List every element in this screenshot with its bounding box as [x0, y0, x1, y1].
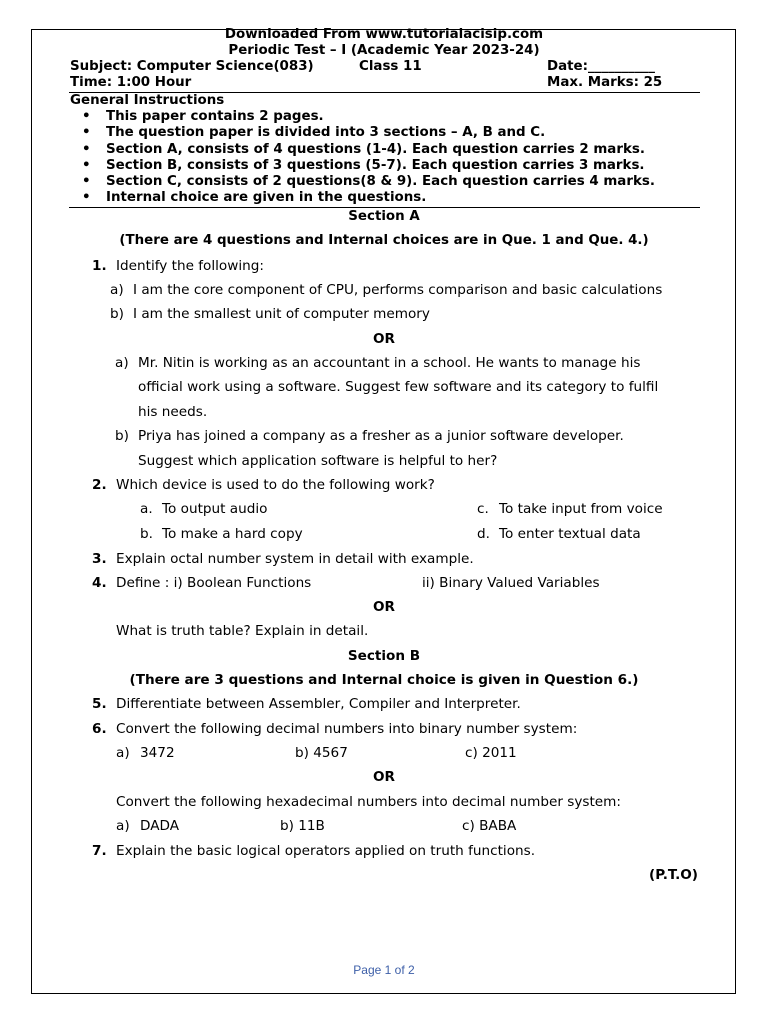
- question-number: 2.: [92, 477, 107, 493]
- option-text: To take input from voice: [499, 501, 663, 517]
- pto-label: (P.T.O): [649, 867, 698, 883]
- option-text: I am the smallest unit of computer memory: [133, 306, 430, 322]
- option-label: c.: [477, 501, 489, 517]
- option-text: DADA: [140, 818, 180, 834]
- option-text: his needs.: [138, 404, 208, 420]
- instructions-rule: [69, 207, 700, 208]
- option-text: To enter textual data: [499, 526, 641, 542]
- option-text: To make a hard copy: [162, 526, 303, 542]
- source-line: Downloaded From www.tutorialacisip.com: [224, 27, 544, 42]
- question-text: Convert the following decimal numbers into binary number system:: [116, 721, 578, 737]
- instruction-item: • Section A, consists of 4 questions (1-4). Each question carries 2 marks.: [82, 142, 645, 157]
- section-a-title: Section A: [348, 209, 420, 224]
- option-label: a): [116, 818, 130, 834]
- option-label: a): [115, 355, 129, 371]
- instructions-title: General Instructions: [70, 93, 225, 108]
- question-number: 6.: [92, 721, 107, 737]
- question-number: 5.: [92, 696, 107, 712]
- question-number: 7.: [92, 843, 107, 859]
- question-text: Define : i) Boolean Functions: [116, 575, 312, 591]
- question-text: Identify the following:: [116, 258, 264, 274]
- question-text: ii) Binary Valued Variables: [422, 575, 600, 591]
- option-text: Suggest which application software is helpful to her?: [138, 453, 498, 469]
- option-label: a): [116, 745, 130, 761]
- option-text: b) 4567: [295, 745, 348, 761]
- question-text: Convert the following hexadecimal numbers into decimal number system:: [116, 794, 621, 810]
- option-text: c) 2011: [465, 745, 517, 761]
- option-label: a): [110, 282, 124, 298]
- page-number: Page 1 of 2: [353, 963, 415, 977]
- question-text: What is truth table? Explain in detail.: [116, 623, 369, 639]
- instruction-item: • Section C, consists of 2 questions(8 & 9). Each question carries 4 marks.: [82, 174, 655, 189]
- option-label: b): [115, 428, 129, 444]
- option-label: a.: [140, 501, 153, 517]
- date-label: Date:__________: [547, 59, 655, 74]
- question-text: Which device is used to do the following work?: [116, 477, 435, 493]
- section-b-note: (There are 3 questions and Internal choice is given in Question 6.): [129, 672, 639, 688]
- or-divider: OR: [372, 331, 396, 347]
- option-label: b): [110, 306, 124, 322]
- option-text: 3472: [140, 745, 175, 761]
- option-label: b.: [140, 526, 153, 542]
- test-title: Periodic Test – I (Academic Year 2023-24): [228, 43, 540, 58]
- section-b-title: Section B: [347, 648, 421, 664]
- instruction-item: • This paper contains 2 pages.: [82, 109, 324, 124]
- instruction-item: • The question paper is divided into 3 sections – A, B and C.: [82, 125, 546, 140]
- subject: Subject: Computer Science(083): [70, 59, 314, 74]
- option-label: d.: [477, 526, 490, 542]
- option-text: To output audio: [162, 501, 268, 517]
- max-marks: Max. Marks: 25: [547, 75, 663, 90]
- question-number: 1.: [92, 258, 107, 274]
- question-number: 3.: [92, 551, 107, 567]
- option-text: Mr. Nitin is working as an accountant in a school. He wants to manage his: [138, 355, 641, 371]
- option-text: b) 11B: [280, 818, 325, 834]
- option-text: c) BABA: [462, 818, 517, 834]
- or-divider: OR: [372, 599, 396, 615]
- option-text: official work using a software. Suggest few software and its category to fulfil: [138, 379, 659, 395]
- time-label: Time: 1:00 Hour: [70, 75, 192, 90]
- option-text: I am the core component of CPU, performs comparison and basic calculations: [133, 282, 663, 298]
- question-text: Explain octal number system in detail with example.: [116, 551, 474, 567]
- option-text: Priya has joined a company as a fresher as a junior software developer.: [138, 428, 624, 444]
- question-text: Explain the basic logical operators applied on truth functions.: [116, 843, 536, 859]
- or-divider: OR: [372, 769, 396, 785]
- question-text: Differentiate between Assembler, Compiler and Interpreter.: [116, 696, 521, 712]
- instruction-item: • Internal choice are given in the questions.: [82, 190, 427, 205]
- class-label: Class 11: [359, 59, 422, 74]
- question-number: 4.: [92, 575, 107, 591]
- instruction-item: • Section B, consists of 3 questions (5-7). Each question carries 3 marks.: [82, 158, 645, 173]
- section-a-note: (There are 4 questions and Internal choices are in Que. 1 and Que. 4.): [119, 233, 649, 248]
